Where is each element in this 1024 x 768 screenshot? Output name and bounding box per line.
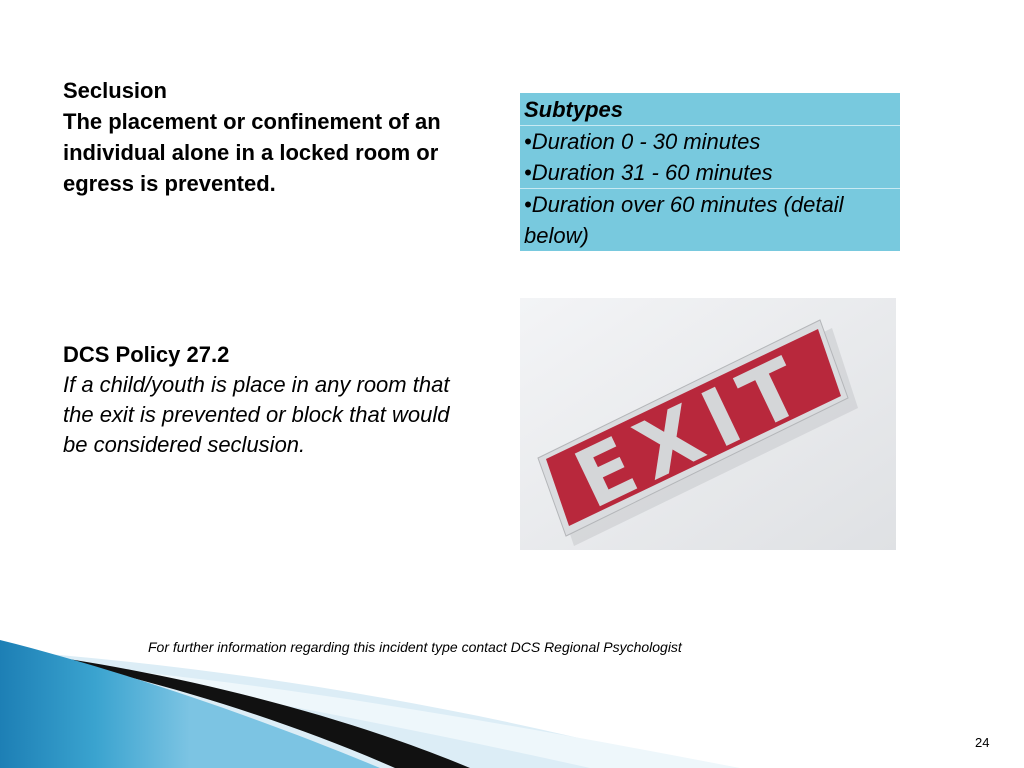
subtype-item: •Duration over 60 minutes (detail below)	[520, 188, 900, 251]
decorative-swoosh	[0, 640, 1024, 768]
definition-text: The placement or confinement of an individual alone in a locked room or egress is prevented.	[63, 109, 441, 196]
subtypes-header: Subtypes	[520, 93, 900, 126]
exit-sign-text: EXIT	[561, 335, 826, 527]
subtypes-table	[520, 93, 900, 251]
policy-block	[63, 340, 463, 460]
exit-sign-photo	[520, 298, 896, 550]
subtype-item: •Duration 0 - 30 minutes	[524, 129, 761, 154]
page-number: 24	[975, 735, 990, 750]
policy-title: DCS Policy 27.2	[63, 342, 230, 367]
definition-block	[63, 75, 483, 199]
subtype-item: •Duration 31 - 60 minutes	[524, 160, 773, 185]
footer-note: For further information regarding this incident type contact DCS Regional Psychologist	[148, 639, 682, 655]
exit-sign-image	[520, 298, 896, 550]
definition-title: Seclusion	[63, 78, 167, 103]
policy-text: If a child/youth is place in any room that the exit is prevented or block that would be considered seclusion.	[63, 372, 450, 457]
